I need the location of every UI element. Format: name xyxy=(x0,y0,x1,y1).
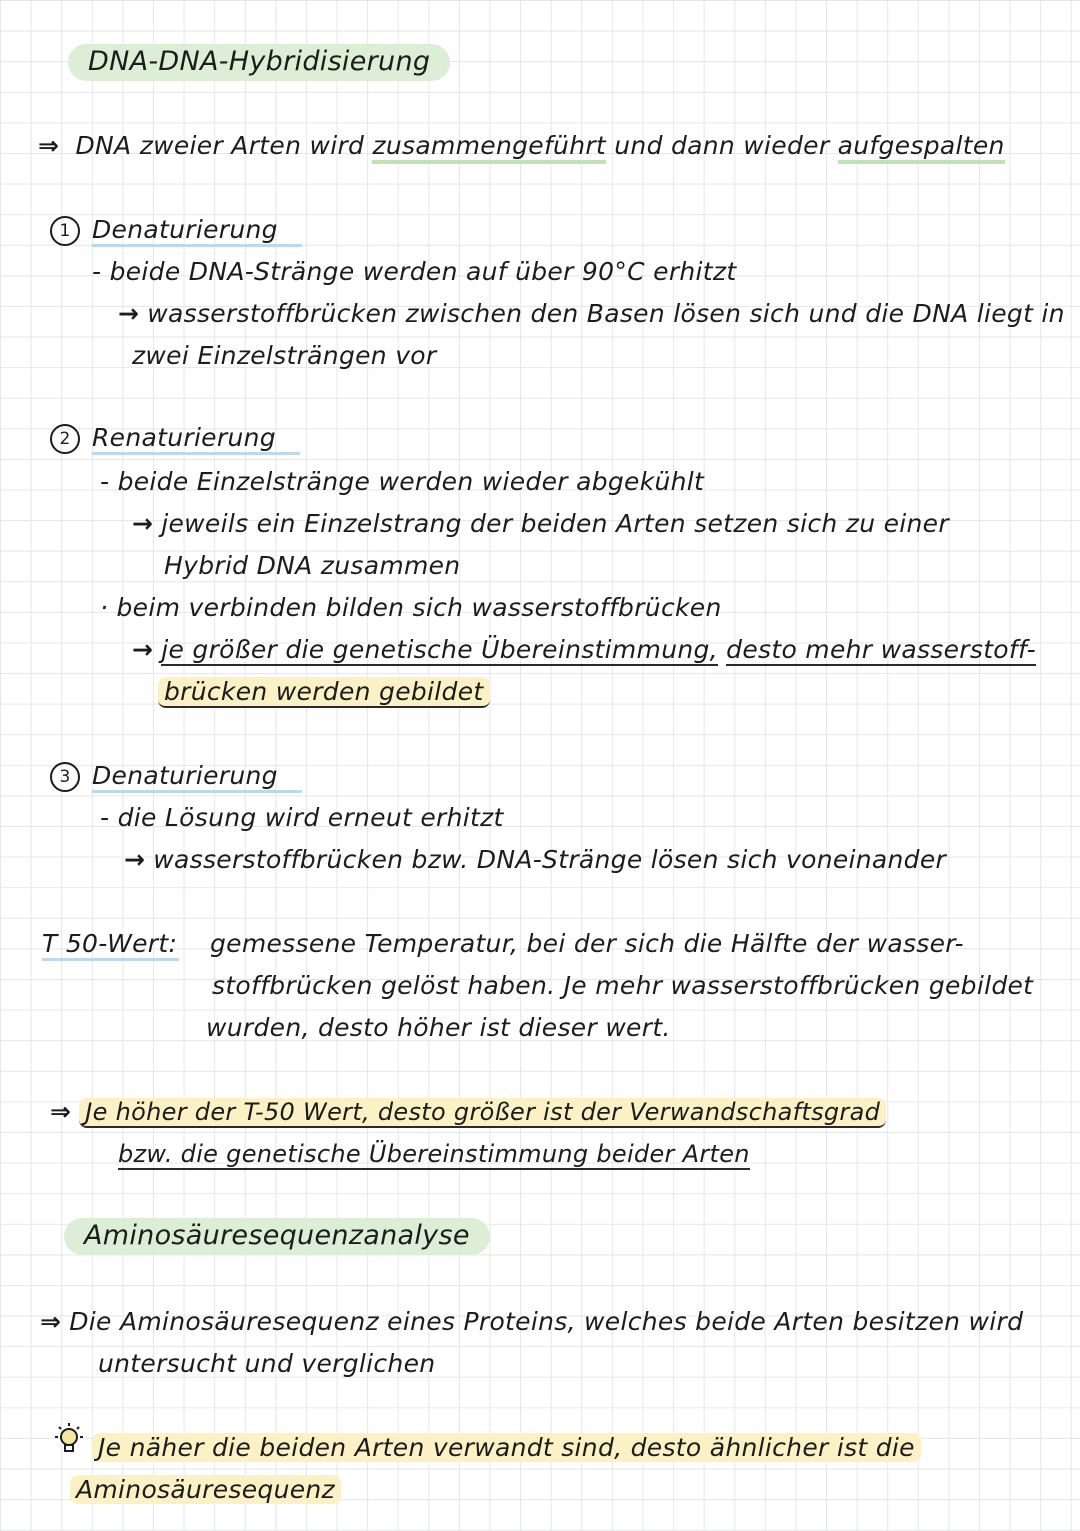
step-3-arrow-line: → wasserstoffbrücken bzw. DNA-Stränge lösen sich voneinander xyxy=(124,845,947,874)
step-2-key-statement-cont: brücken werden gebildet xyxy=(158,676,490,708)
tip-line-2: Aminosäuresequenz xyxy=(70,1474,341,1506)
step-1-title: 1 Denaturierung xyxy=(50,214,302,246)
keyword-zusammengefuehrt: zusammengeführt xyxy=(372,131,606,164)
step-number-badge: 2 xyxy=(50,424,80,454)
step-2-arrow-line-cont: Hybrid DNA zusammen xyxy=(164,551,461,580)
step-3-bullet: - die Lösung wird erneut erhitzt xyxy=(100,803,504,832)
step-number-badge: 3 xyxy=(50,762,80,792)
amino-line-1: ⇒ Die Aminosäuresequenz eines Proteins, welches beide Arten besitzen wird xyxy=(40,1307,1024,1336)
step-2-bullet: - beide Einzelstränge werden wieder abgekühlt xyxy=(100,467,705,496)
step-1-arrow-line-cont: zwei Einzelsträngen vor xyxy=(132,341,437,370)
intro-line: ⇒ DNA zweier Arten wird zusammengeführt und dann wieder aufgespalten xyxy=(38,130,1005,162)
step-1-arrow-line: → wasserstoffbrücken zwischen den Basen lösen sich und die DNA liegt in xyxy=(118,299,1065,328)
t50-label: T 50-Wert: xyxy=(42,928,179,960)
implication-arrow-icon: ⇒ xyxy=(50,1097,72,1126)
keyword-aufgespalten: aufgespalten xyxy=(838,131,1005,164)
lightbulb-icon xyxy=(52,1420,86,1460)
step-2-bullet-2: · beim verbinden bilden sich wasserstoffbrücken xyxy=(100,593,722,622)
arrow-icon: → xyxy=(124,845,146,874)
implication-arrow-icon: ⇒ xyxy=(38,131,60,160)
arrow-icon: → xyxy=(132,509,154,538)
conclusion-line-2: bzw. die genetische Übereinstimmung beider Arten xyxy=(118,1140,750,1168)
t50-definition-line-2: stoffbrücken gelöst haben. Je mehr wasserstoffbrücken gebildet xyxy=(212,971,1034,1000)
step-2-key-statement: → je größer die genetische Übereinstimmung, desto mehr wasserstoff- xyxy=(132,635,1036,664)
heading-aminosaeuresequenzanalyse: Aminosäuresequenzanalyse xyxy=(64,1220,490,1252)
step-2-arrow-line: → jeweils ein Einzelstrang der beiden Arten setzen sich zu einer xyxy=(132,509,949,538)
step-1-bullet: - beide DNA-Stränge werden auf über 90°C erhitzt xyxy=(92,257,737,286)
implication-arrow-icon: ⇒ xyxy=(40,1307,62,1336)
t50-definition-line-1: gemessene Temperatur, bei der sich die Hälfte der wasser- xyxy=(210,929,964,958)
heading-dna-hybridisierung: DNA-DNA-Hybridisierung xyxy=(68,46,450,78)
tip-line-1: Je näher die beiden Arten verwandt sind, desto ähnlicher ist die xyxy=(92,1432,921,1464)
step-3-title: 3 Denaturierung xyxy=(50,760,302,792)
step-number-badge: 1 xyxy=(50,216,80,246)
arrow-icon: → xyxy=(118,299,140,328)
arrow-icon: → xyxy=(132,635,154,664)
t50-definition-line-3: wurden, desto höher ist dieser wert. xyxy=(206,1013,671,1042)
amino-line-2: untersucht und verglichen xyxy=(98,1349,436,1378)
conclusion-line-1: ⇒ Je höher der T-50 Wert, desto größer ist der Verwandschaftsgrad xyxy=(50,1096,886,1128)
step-2-title: 2 Renaturierung xyxy=(50,422,300,454)
